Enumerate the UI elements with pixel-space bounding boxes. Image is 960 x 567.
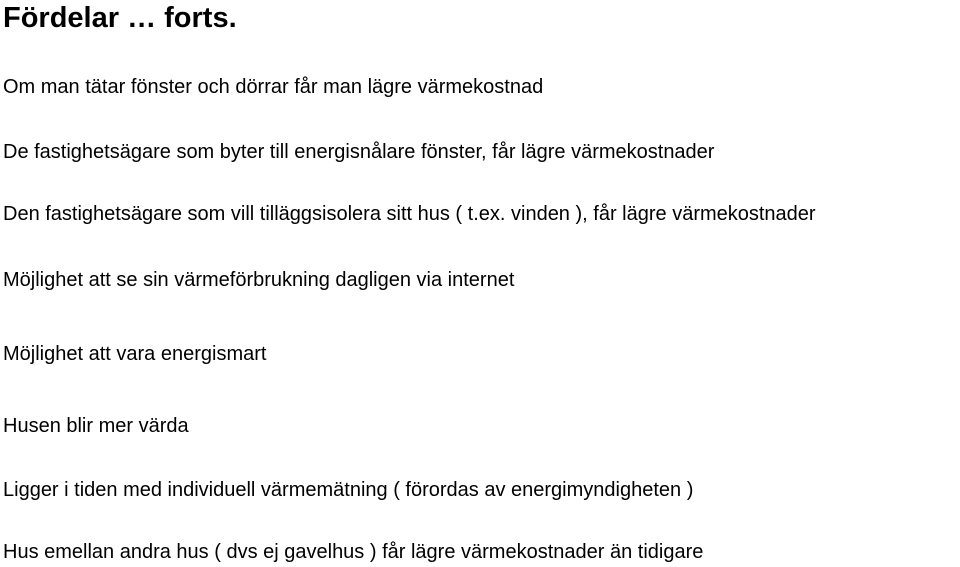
bullet-item: De fastighetsägare som byter till energisnålare fönster, får lägre värmekostnader [3,141,715,163]
bullet-item: Ligger i tiden med individuell värmemätning ( förordas av energimyndigheten ) [3,479,694,501]
bullet-item: Möjlighet att se sin värmeförbrukning dagligen via internet [3,269,515,291]
bullet-item: Den fastighetsägare som vill tilläggsisolera sitt hus ( t.ex. vinden ), får lägre värmekostnader [3,203,816,225]
bullet-item: Om man tätar fönster och dörrar får man lägre värmekostnad [3,76,544,98]
bullet-item: Möjlighet att vara energismart [3,343,267,365]
slide-title: Fördelar … forts. [3,2,237,34]
bullet-item: Hus emellan andra hus ( dvs ej gavelhus ) får lägre värmekostnader än tidigare [3,541,704,563]
bullet-item: Husen blir mer värda [3,415,189,437]
